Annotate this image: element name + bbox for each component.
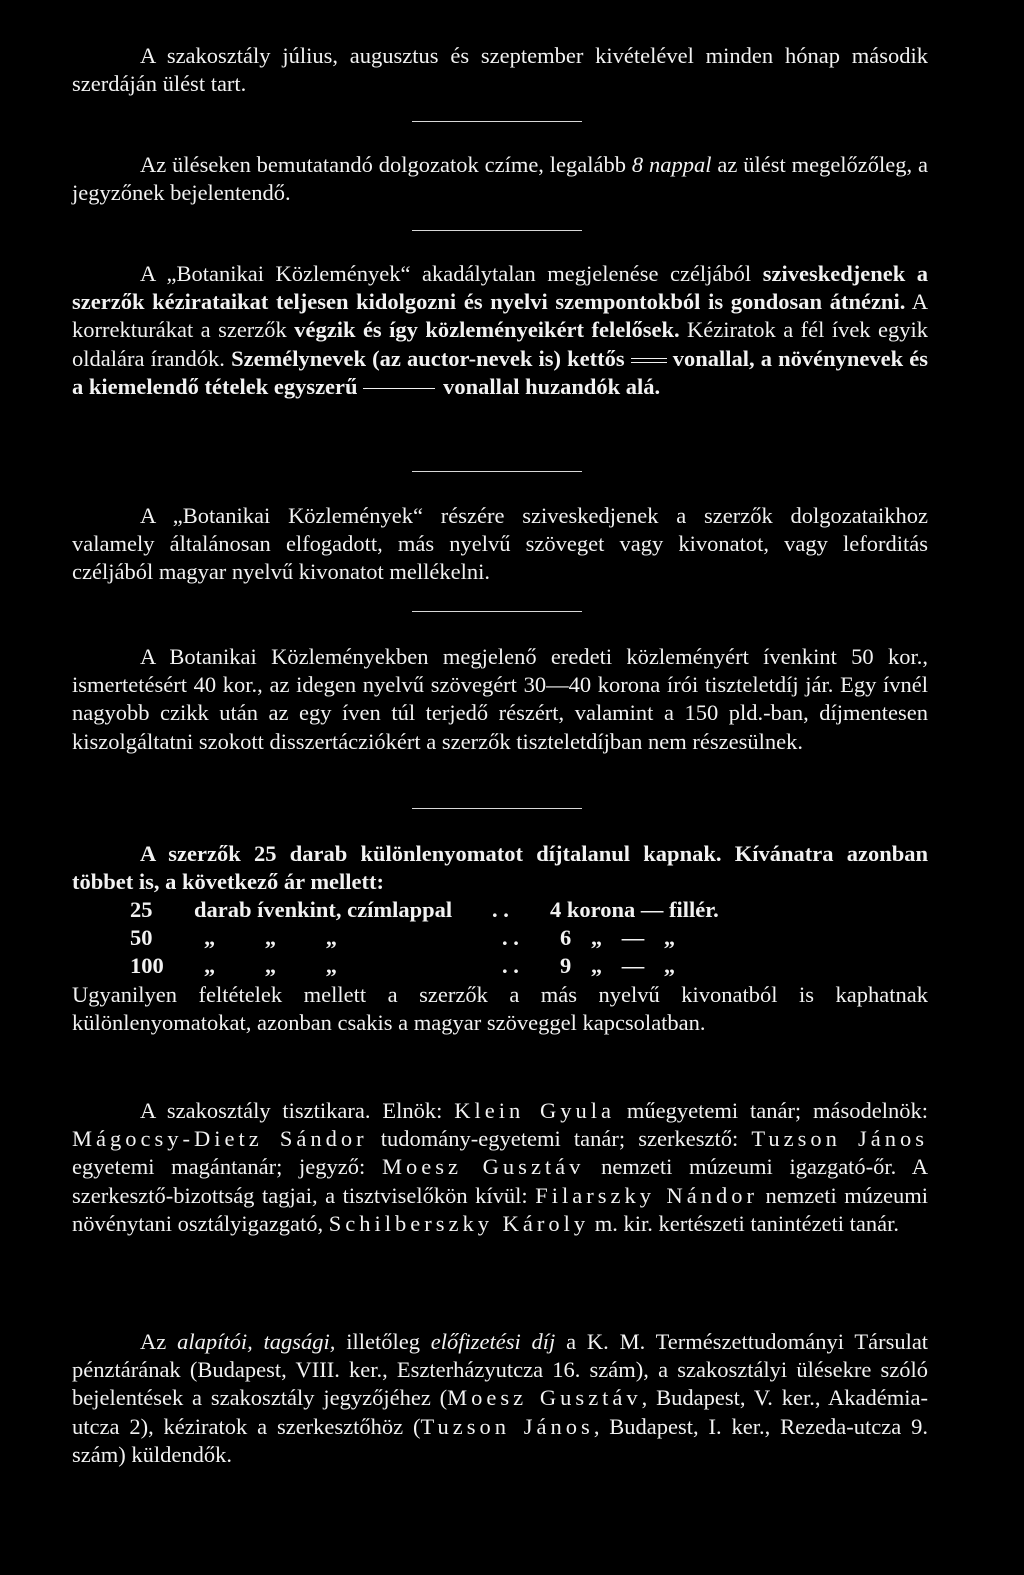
paragraph-foreign-offprints: Ugyanilyen feltételek mellett a szerzők a más nyelvű kivonatból is kaphatnak különlenyomatokat, azonban csakis a magyar szöveggel kapcsolatban.: [72, 982, 928, 1036]
separator-rule: [412, 471, 582, 472]
paragraph-addresses: Az alapítói, tagsági, illetőleg előfizetési díj a K. M. Természettudományi Társulat pénztárának (Budapest, VIII. ker., Eszterházyutcza 16. szám), a szakosztályi ülésekre szóló bejelentések a szakosztály jegyzőjéhez (Moesz Gusztáv, Budapest, V. ker., Akadémia-utcza 2), kéziratok a szerkesztőhöz (Tuzson János, Budapest, I. ker., Rezeda-utcza 9. szám) küldendők.: [72, 1329, 929, 1467]
paragraph-honorarium: A Botanikai Közleményekben megjelenő eredeti közleményért ívenkint 50 kor., ismertetésért 40 kor., az idegen nyelvű szövegért 30—40 korona írói tiszteletdíj jár. Egy ívnél nagyobb czikk után az egy íven túl terjedő részért, valamint a 150 pld.-ban, díjmentesen kiszolgáltatni szokott disszertácziókért a szerzők tiszteletdíjban nem részesülnek.: [72, 644, 928, 754]
paragraph-submission: Az üléseken bemutatandó dolgozatok czíme, legalább 8 nappal az ülést megelőzőleg, a jegyzőnek bejelentendő.: [72, 152, 929, 206]
single-line-sample: [363, 388, 435, 389]
paragraph-meetings: A szakosztály július, augusztus és szeptember kivételével minden hónap második szerdáján ülést tart.: [72, 43, 928, 97]
separator-rule: [412, 808, 582, 809]
paragraph-abstracts: A „Botanikai Közlemények“ részére sziveskedjenek a szerzők dolgozataikhoz valamely általánosan elfogadott, más nyelvű szöveget vagy kivonatot, vagy leforditás czéljából magyar nyelvű kivonatot mellékelni.: [72, 503, 928, 585]
price-table: [72, 896, 928, 981]
separator-rule: [412, 121, 582, 122]
price-row: 50 „ „ „ . . 6 „ — „: [130, 925, 676, 951]
paragraph-officers: A szakosztály tisztikara. Elnök: Klein Gyula műegyetemi tanár; másodelnök: Mágocsy-Dietz Sándor tudomány-egyetemi tanár; szerkesztő: Tuzson János egyetemi magántanár; jegyző: Moesz Gusztáv nemzeti múzeumi igazgató-őr. A szerkesztő-bizottság tagjai, a tisztviselőkön kívül: Filarszky Nándor nemzeti múzeumi növénytani osztályigazgató, Schilberszky Károly m. kir. kertészeti tanintézeti tanár.: [72, 1098, 929, 1236]
paragraph-offprints: A szerzők 25 darab különlenyomatot díjtalanul kapnak. Kívánatra azonban többet is, a következő ár mellett:: [72, 841, 928, 895]
paragraph-manuscripts: A „Botanikai Közlemények“ akadálytalan megjelenése czéljából sziveskedjenek a szerzők kézirataikat teljesen kidolgozni és nyelvi szempontokból is gondosan átnézni. A korrekturákat a szerzők végzik és így közleményeikért felelősek. Kéziratok a fél ívek egyik oldalára írandók. Személynevek (az auctor-nevek is) kettős vonallal, a növénynevek és a kiemelendő tételek egyszerű vonallal huzandók alá.: [72, 261, 929, 399]
double-line-sample: [631, 358, 667, 363]
price-row: 25 darab ívenkint, czímlappal . . 4 korona — fillér.: [130, 897, 719, 922]
separator-rule: [412, 611, 582, 612]
separator-rule: [412, 230, 582, 231]
price-row: 100 „ „ „ . . 9 „ — „: [130, 953, 676, 979]
